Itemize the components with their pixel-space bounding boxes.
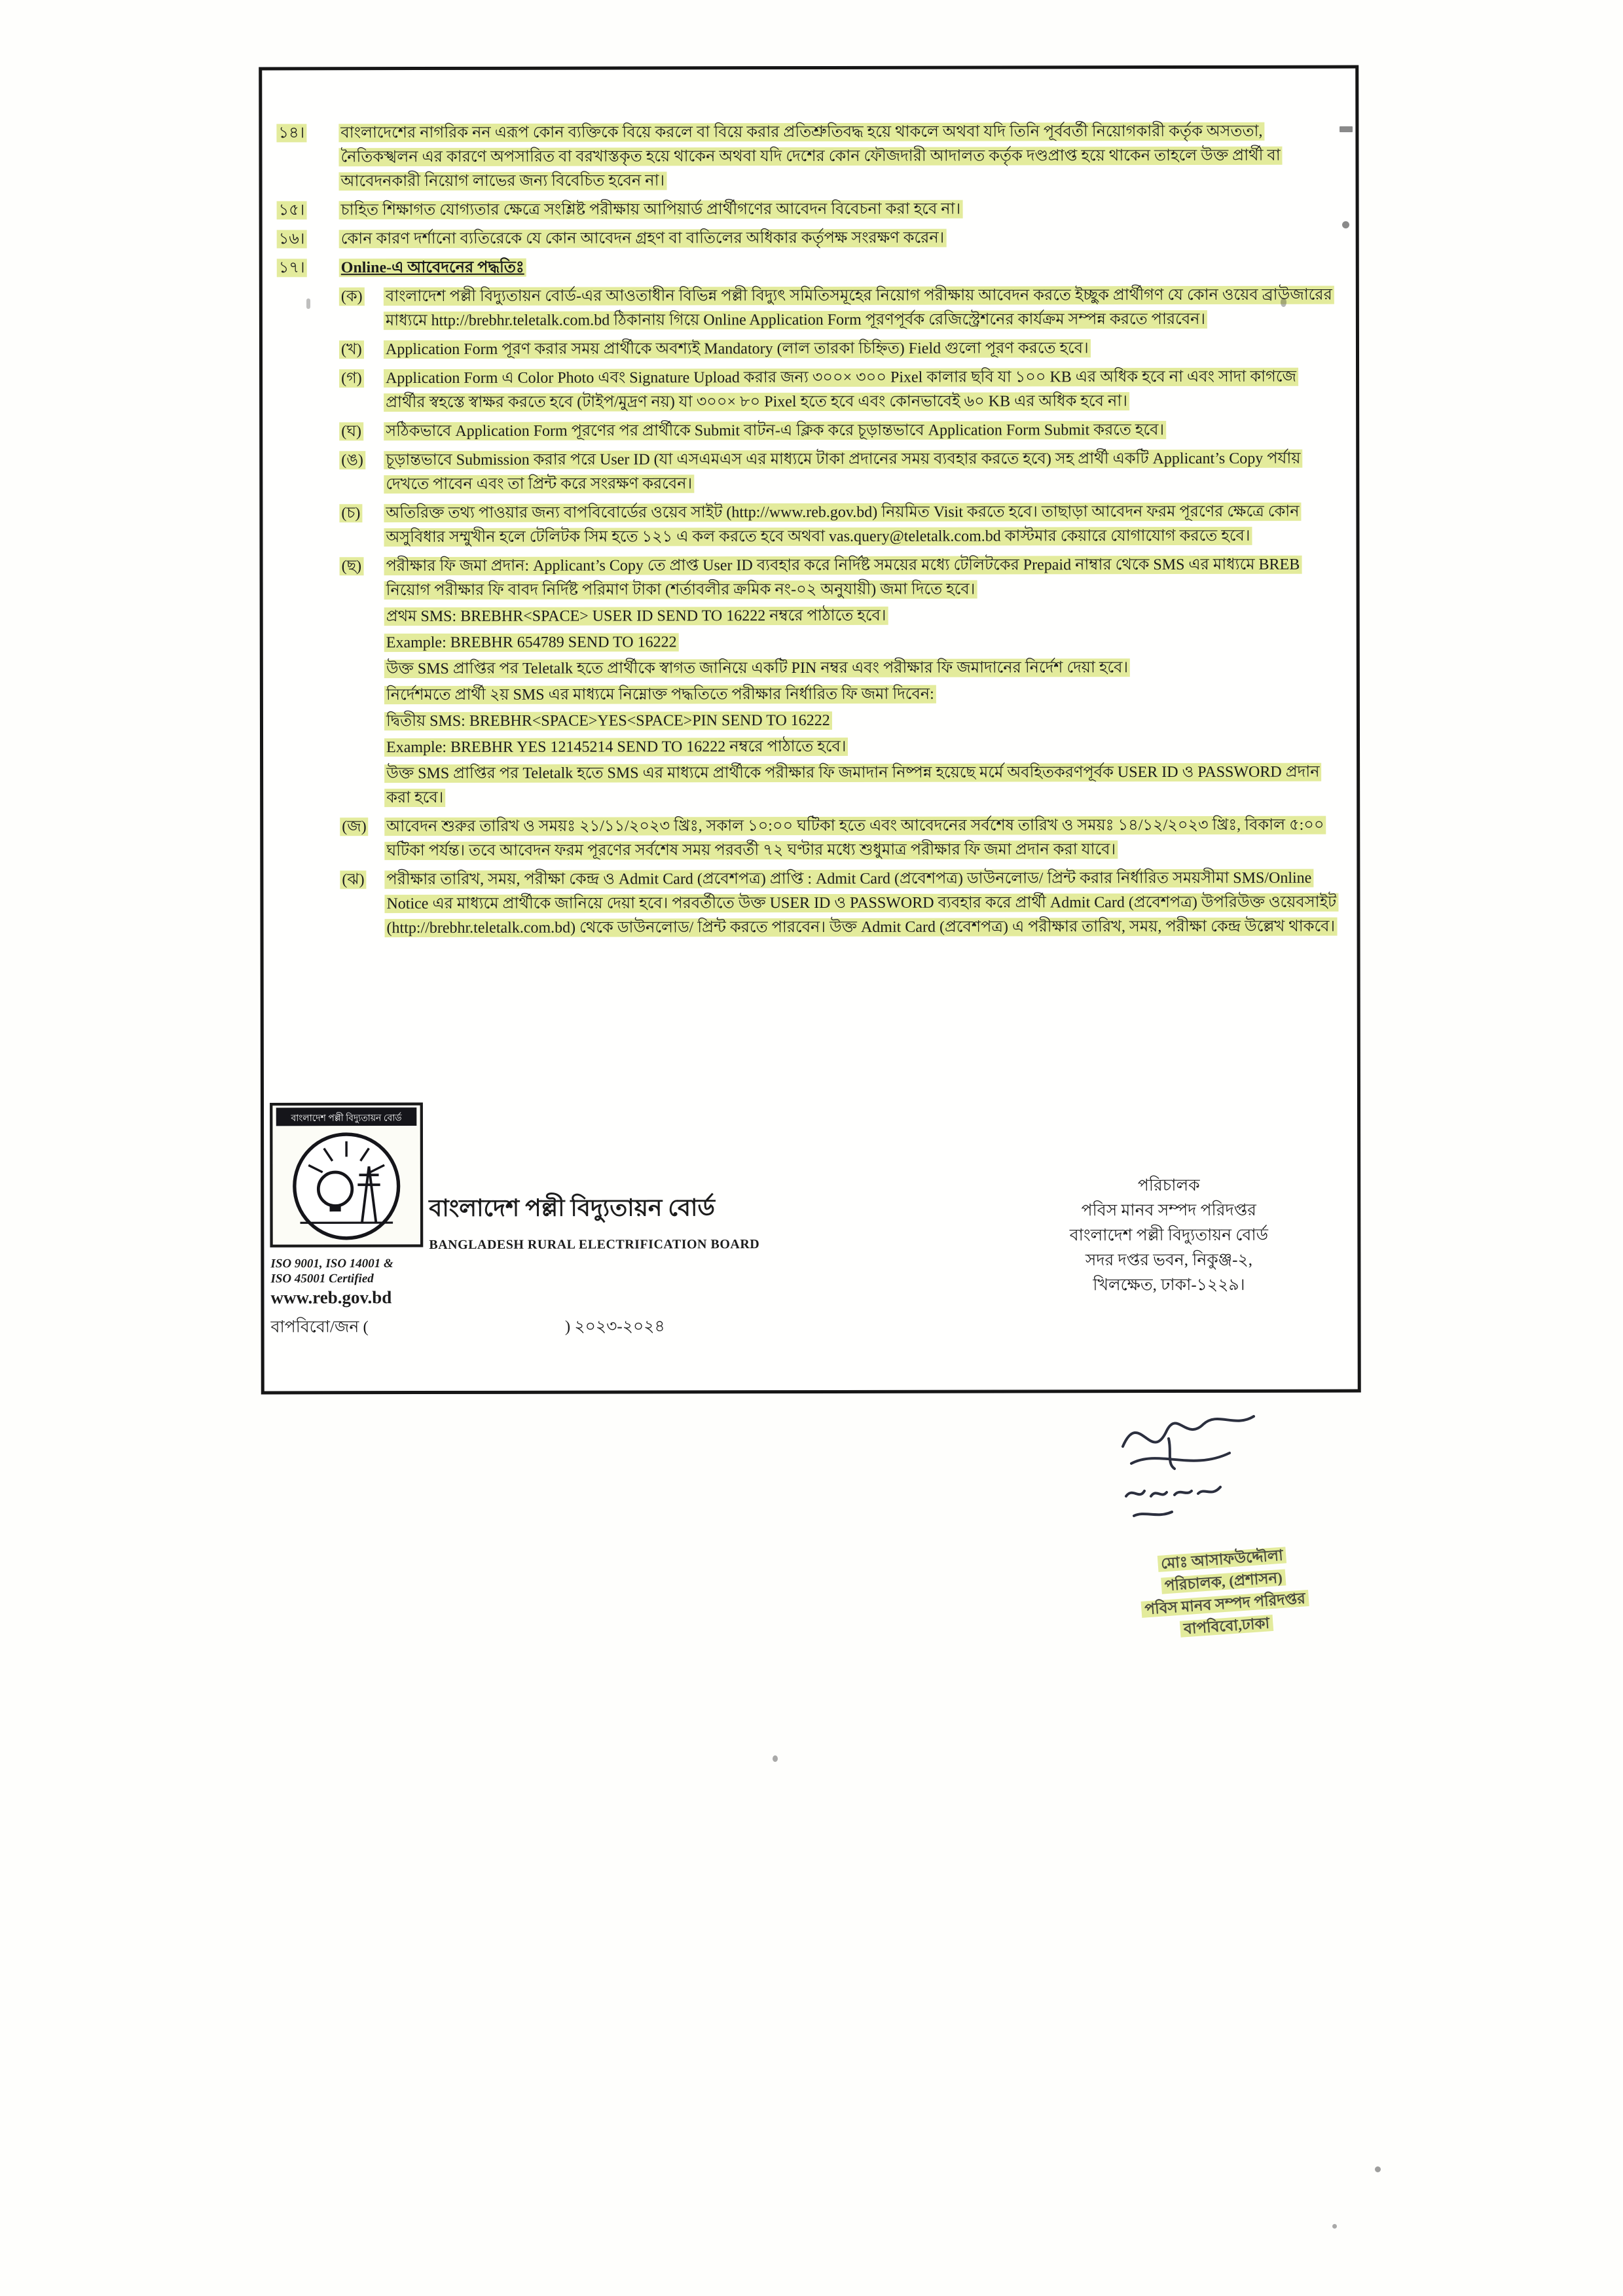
item-text-content: বাংলাদেশের নাগরিক নন এরূপ কোন ব্যক্তিকে বিয়ে করলে বা বিয়ে করার প্রতিশ্রুতিবদ্ধ হয়ে থাকলে অথবা যদি তিনি পূর্ববর্তী নিয়োগকারী কর্তৃক অসততা, নৈতিকস্খলন এর কারণে অপসারিত বা বরখাস্তকৃত হয়ে থাকেন অথবা যদি দেশের কোন ফৌজদারী আদালত কর্তৃক দণ্ডপ্রাপ্ত হয়ে থাকেন তাহলে উক্ত প্রার্থী বা আবেদনকারী নিয়োগ লাভের জন্য বিবেচিত হবেন না। bbox=[338, 122, 1282, 190]
address-line: সদর দপ্তর ভবন, নিকুঞ্জ-২, bbox=[1085, 1251, 1252, 1270]
step-label-text: (ছ) bbox=[340, 557, 364, 575]
item-text bbox=[339, 197, 1336, 223]
step-label bbox=[339, 420, 384, 444]
scan-artifact bbox=[1340, 126, 1353, 132]
step-text-content: চূড়ান্তভাবে Submission করার পরে User ID (যা এসএমএস এর মাধ্যমে টাকা প্রদানের সময় ব্যবহার করতে হবে) সহ প্রার্থী একটি Applicant’s Copy পর্যায় দেখতে পাবেন এবং তা প্রিন্ট করে সংরক্ষণ করবেন। bbox=[384, 450, 1302, 493]
address-line: পবিস মানব সম্পদ পরিদপ্তর bbox=[1081, 1201, 1256, 1220]
step-text bbox=[384, 867, 1337, 941]
item-text-content: কোন কারণ দর্শানো ব্যতিরেকে যে কোন আবেদন গ্রহণ বা বাতিলের অধিকার কর্তৃপক্ষ সংরক্ষণ করেন। bbox=[339, 229, 947, 249]
step-text-content: সঠিকভাবে Application Form পূরণের পর প্রার্থীকে Submit বাটন-এ ক্লিক করে চূড়ান্তভাবে Application Form Submit করতে হবে। bbox=[384, 421, 1166, 440]
memo-suffix: ) ২০২৩-২০২৪ bbox=[564, 1318, 665, 1336]
sms-line-text: দ্বিতীয় SMS: BREBHR<SPACE>YES<SPACE>PIN SEND TO 16222 bbox=[384, 711, 832, 730]
online-step-3 bbox=[339, 365, 1336, 416]
item-number bbox=[276, 121, 338, 194]
step-label bbox=[340, 554, 385, 810]
item-number bbox=[277, 227, 339, 251]
address-line: বাংলাদেশ পল্লী বিদ্যুতায়ন বোর্ড bbox=[1069, 1226, 1268, 1245]
sms-line-7 bbox=[384, 761, 1337, 811]
item-number-text: ১৭। bbox=[277, 259, 307, 277]
step-label-text: (ঝ) bbox=[340, 870, 366, 889]
scan-artifact bbox=[1342, 221, 1349, 228]
scan-artifact bbox=[1375, 2166, 1381, 2172]
item-number-text: ১৫। bbox=[277, 201, 307, 219]
iso-certification bbox=[270, 1256, 393, 1286]
online-step-5 bbox=[339, 447, 1336, 497]
online-step-2 bbox=[339, 336, 1336, 363]
memo-blank-space bbox=[369, 1332, 565, 1333]
signatory-department-text: পবিস মানব সম্পদ পরিদপ্তর bbox=[1141, 1590, 1309, 1618]
step-label bbox=[339, 338, 384, 362]
address-line: খিলক্ষেত, ঢাকা-১২২৯। bbox=[1093, 1276, 1245, 1295]
item-number-text: ১৪। bbox=[276, 124, 306, 142]
website-url: www.reb.gov.bd bbox=[270, 1287, 392, 1308]
step-text-content: পরীক্ষার ফি জমা প্রদান: Applicant’s Copy তে প্রাপ্ত User ID ব্যবহার করে নির্দিষ্ট সময়ের মধ্যে টেলিটকের Prepaid নাম্বার থেকে SMS এর মাধ্যমে BREB নিয়োগ পরীক্ষার ফি বাবদ নির্দিষ্ট পরিমাণ টাকা (শর্তাবলীর ক্রমিক নং-০২ অনুযায়ী) জমা দিতে হবে। bbox=[384, 556, 1302, 600]
item-number-text: ১৬। bbox=[277, 230, 307, 248]
step-text bbox=[384, 553, 1338, 811]
step-label-text: (জ) bbox=[340, 817, 369, 836]
item-15 bbox=[277, 197, 1336, 223]
step-text-content: অতিরিক্ত তথ্য পাওয়ার জন্য বাপবিবোর্ডের ওয়েব সাইট (http://www.reb.gov.bd) নিয়মিত Visit করতে হবে। তাছাড়া আবেদন ফরম পূরণের ক্ষেত্রে কোন অসুবিধার সম্মুখীন হলে টেলিটক সিম হতে ১২১ এ কল করতে হবে অথবা vas.query@teletalk.com.bd কাস্টমার কেয়ারে যোগাযোগ করতে হবে। bbox=[384, 503, 1301, 547]
step-text bbox=[384, 283, 1336, 334]
sms-line-3 bbox=[384, 656, 1337, 682]
org-name-en: BANGLADESH RURAL ELECTRIFICATION BOARD bbox=[429, 1237, 760, 1253]
signatory-name-text: মোঃ আসাফউদ্দৌলা bbox=[1157, 1547, 1286, 1572]
iso-line-2: ISO 45001 Certified bbox=[270, 1272, 374, 1286]
step-label-text: (ঘ) bbox=[339, 422, 363, 440]
step-text bbox=[384, 447, 1336, 497]
item-14 bbox=[276, 120, 1336, 194]
sms-line-text: নির্দেশমতে প্রার্থী ২য় SMS এর মাধ্যমে নিম্নোক্ত পদ্ধতিতে পরীক্ষার নির্ধারিত ফি জমা দিবেন: bbox=[384, 685, 936, 704]
online-step-6 bbox=[339, 500, 1336, 550]
step-label bbox=[339, 367, 384, 415]
logo-bulb-base bbox=[330, 1204, 341, 1211]
issuer-address-block bbox=[1044, 1174, 1293, 1299]
step-text-content: আবেদন শুরুর তারিখ ও সময়ঃ ২১/১১/২০২৩ খ্রিঃ, সকাল ১০:০০ ঘটিকা হতে এবং আবেদনের সর্বশেষ তারিখ ও সময়ঃ ১৪/১২/২০২৩ খ্রিঃ, বিকাল ৫:০০ ঘটিকা পর্যন্ত। তবে আবেদন ফরম পূরণের সর্বশেষ সময় পরবর্তী ৭২ ঘণ্টার মধ্যে শুধুমাত্র পরীক্ষার ফি জমা প্রদান করা যাবে। bbox=[384, 816, 1326, 861]
step-text bbox=[384, 336, 1336, 363]
sms-line-text: প্রথম SMS: BREBHR<SPACE> USER ID SEND TO 16222 নম্বরে পাঠাতে হবে। bbox=[384, 607, 888, 626]
step-label-text: (গ) bbox=[339, 369, 364, 387]
scan-artifact bbox=[1332, 2224, 1337, 2229]
item-number bbox=[277, 198, 339, 223]
step-text-content: Application Form এ Color Photo এবং Signature Upload করার জন্য ৩০০× ৩০০ Pixel কালার ছবি যা ১০০ KB এর অধিক হবে না এবং সাদা কাগজে প্রার্থীর স্বহস্তে স্বাক্ষর করতে হবে (টাইপ/মুদ্রণ নয়) যা ৩০০× ৮০ Pixel হতে হবে এবং কোনভাবেই ৬০ KB এর অধিক হবে না। bbox=[384, 368, 1298, 412]
logo-banner-text: বাংলাদেশ পল্লী বিদ্যুতায়ন বোর্ড bbox=[291, 1113, 402, 1124]
sms-line-1 bbox=[384, 603, 1337, 630]
step-text-content: বাংলাদেশ পল্লী বিদ্যুতায়ন বোর্ড-এর আওতাধীন বিভিন্ন পল্লী বিদ্যুৎ সমিতিসমূহের নিয়োগ পরীক্ষায় আবেদন করতে ইচ্ছুক প্রার্থীগণ যে কোন ওয়েব ব্রাউজারের মাধ্যমে http://brebhr.teletalk.com.bd ঠিকানায় গিয়ে Online Application Form পূরণপূর্বক রেজিস্ট্রেশনের কার্যক্রম সম্পন্ন করতে পারবেন। bbox=[384, 286, 1334, 331]
sms-line-6 bbox=[384, 734, 1337, 761]
item-number bbox=[277, 256, 339, 280]
memo-number-line bbox=[271, 1313, 665, 1342]
step-label bbox=[340, 815, 384, 863]
step-label-text: (ক) bbox=[339, 287, 365, 306]
item-text-content: চাহিত শিক্ষাগত যোগ্যতার ক্ষেত্রে সংশ্লিষ্ট পরীক্ষায় আপিয়ার্ড প্রার্থীগণের আবেদন বিবেচনা করা হবে না। bbox=[339, 200, 963, 220]
sms-line-text: উক্ত SMS প্রাপ্তির পর Teletalk হতে SMS এর মাধ্যমে প্রার্থীকে পরীক্ষার ফি জমাদান নিষ্পন্ন হয়েছে মর্মে অবহিতকরণপূর্বক USER ID ও PASSWORD প্রদান করা হবে। bbox=[384, 763, 1321, 807]
step-label-text: (চ) bbox=[339, 504, 362, 522]
item-text bbox=[339, 255, 1336, 281]
signatory-stamp bbox=[1110, 1541, 1339, 1645]
online-method-heading: Online-এ আবেদনের পদ্ধতিঃ bbox=[339, 259, 526, 277]
iso-line-1: ISO 9001, ISO 14001 & bbox=[270, 1257, 393, 1271]
item-17-heading bbox=[277, 255, 1336, 281]
item-text bbox=[339, 226, 1336, 252]
step-text-content: পরীক্ষার তারিখ, সময়, পরীক্ষা কেন্দ্র ও Admit Card (প্রবেশপত্র) প্রাপ্তি : Admit Card (প্রবেশপত্র) ডাউনলোড/ প্রিন্ট করার নির্ধারিত সময়সীমা SMS/Online Notice এর মাধ্যমে প্রার্থীকে জানিয়ে দেয়া হবে। পরবর্তীতে উক্ত USER ID ও PASSWORD ব্যবহার করে প্রার্থী Admit Card (প্রবেশপত্র) উপরিউক্ত ওয়েবসাইট (http://brebhr.teletalk.com.bd) থেকে ডাউনলোড/ প্রিন্ট করতে পারবেন। উক্ত Admit Card (প্রবেশপত্র) এ পরীক্ষার তারিখ, সময়, পরীক্ষা কেন্দ্র উল্লেখ থাকবে। bbox=[384, 869, 1338, 937]
sms-line-5 bbox=[384, 708, 1337, 734]
org-name-bn: বাংলাদেশ পল্লী বিদ্যুতায়ন বোর্ড bbox=[429, 1194, 715, 1222]
document-border-frame bbox=[259, 65, 1361, 1395]
sms-line-text: উক্ত SMS প্রাপ্তির পর Teletalk হতে প্রার্থীকে স্বাগত জানিয়ে একটি PIN নম্বর এবং পরীক্ষার ফি জমাদানের নির্দেশ দেয়া হবে। bbox=[384, 658, 1130, 678]
step-label bbox=[339, 285, 384, 333]
step-text bbox=[384, 365, 1336, 416]
sms-line-text: Example: BREBHR YES 12145214 SEND TO 16222 নম্বরে পাঠাতে হবে। bbox=[384, 738, 848, 757]
signatory-office-text: বাপবিবো,ঢাকা bbox=[1180, 1615, 1273, 1638]
online-step-4 bbox=[339, 418, 1336, 444]
sms-line-text: Example: BREBHR 654789 SEND TO 16222 bbox=[384, 633, 679, 652]
org-name-block bbox=[429, 1190, 759, 1253]
sms-line-4 bbox=[384, 682, 1337, 708]
online-step-9 bbox=[340, 867, 1337, 941]
signature-ink bbox=[1106, 1401, 1290, 1548]
step-label bbox=[339, 448, 384, 497]
item-text bbox=[338, 120, 1336, 194]
address-line: পরিচালক bbox=[1137, 1176, 1200, 1195]
step-label bbox=[339, 501, 384, 550]
notice-body bbox=[276, 120, 1337, 946]
online-step-1 bbox=[339, 283, 1336, 334]
step-text bbox=[384, 814, 1337, 864]
step-label bbox=[340, 868, 384, 941]
step-text bbox=[384, 500, 1336, 550]
memo-prefix: বাপবিবো/জন ( bbox=[270, 1318, 369, 1336]
sms-line-2 bbox=[384, 630, 1337, 656]
online-step-8 bbox=[340, 814, 1337, 864]
online-step-7 bbox=[340, 553, 1338, 811]
step-label-text: (খ) bbox=[339, 340, 364, 359]
item-16 bbox=[277, 226, 1336, 252]
step-text-content: Application Form পূরণ করার সময় প্রার্থীকে অবশ্যই Mandatory (লাল তারকা চিহ্নিত) Field গুলো পূরণ করতে হবে। bbox=[384, 339, 1091, 359]
scan-artifact bbox=[1281, 298, 1286, 307]
step-label-text: (ঙ) bbox=[339, 451, 365, 469]
signatory-designation-text: পরিচালক, (প্রশাসন) bbox=[1161, 1569, 1286, 1594]
scan-artifact bbox=[773, 1755, 778, 1762]
breb-logo bbox=[269, 1102, 424, 1248]
scan-artifact bbox=[306, 298, 310, 309]
step-text bbox=[384, 418, 1336, 444]
